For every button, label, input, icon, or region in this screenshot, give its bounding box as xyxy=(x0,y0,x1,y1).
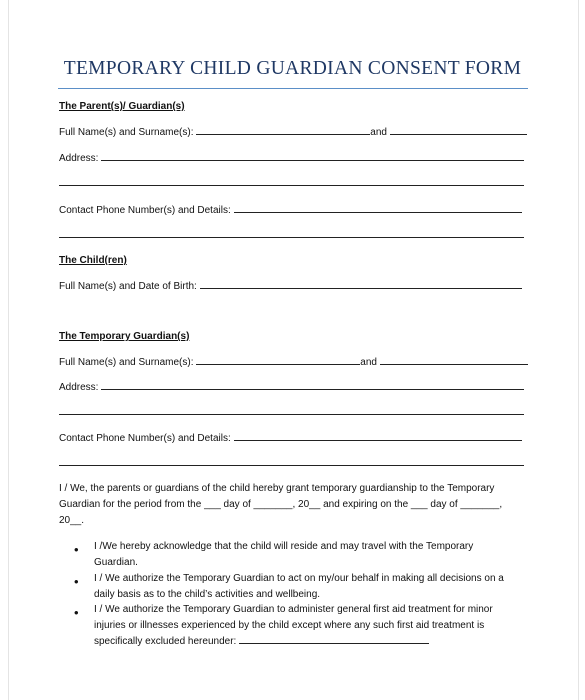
child-full-name-row xyxy=(59,279,522,293)
bullet-2-line-1: I / We authorize the Temporary Guardian to act on my/our behalf in making all decisions on a xyxy=(94,573,504,584)
parents-contact-field-1[interactable] xyxy=(234,203,522,213)
parents-name-field-1[interactable] xyxy=(196,125,370,135)
parents-contact-field-2[interactable] xyxy=(59,237,524,238)
declaration-line-2: Guardian for the period from the ___ day of _______, 20__ and expiring on the ___ day of _______, xyxy=(59,499,503,510)
parents-address-label: Address: xyxy=(59,153,102,164)
bullet-3-line-2: injuries or illnesses experienced by the child except where any such first aid treatment is xyxy=(94,620,485,631)
parents-contact-row xyxy=(59,203,522,217)
child-full-name-label: Full Name(s) and Date of Birth: xyxy=(59,281,200,292)
temp-guardian-address-field-2[interactable] xyxy=(59,414,524,415)
parents-heading: The Parent(s)/ Guardian(s) xyxy=(59,101,185,112)
parents-address-field-1[interactable] xyxy=(101,151,524,161)
temp-guardian-full-name-label: Full Name(s) and Surname(s): xyxy=(59,357,197,368)
bullet-3-line-1: I / We authorize the Temporary Guardian to administer general first aid treatment for minor xyxy=(94,604,493,615)
parents-and-label: and xyxy=(370,127,387,138)
form-title: TEMPORARY CHILD GUARDIAN CONSENT FORM xyxy=(63,58,522,79)
temp-guardian-contact-field-2[interactable] xyxy=(59,465,524,466)
child-name-field[interactable] xyxy=(200,279,522,289)
bullet-2-line-2: daily basis as to the child’s activities and wellbeing. xyxy=(94,589,321,600)
temp-guardian-name-field-1[interactable] xyxy=(196,355,360,365)
temp-guardian-contact-row xyxy=(59,431,522,445)
parents-name-field-2[interactable] xyxy=(390,125,527,135)
temp-guardian-heading: The Temporary Guardian(s) xyxy=(59,331,190,342)
exclusions-field[interactable] xyxy=(239,634,429,644)
declaration-line-1: I / We, the parents or guardians of the child hereby grant temporary guardianship to the Temporary xyxy=(59,483,495,494)
temp-guardian-address-row xyxy=(59,380,524,394)
temp-guardian-contact-label: Contact Phone Number(s) and Details: xyxy=(59,433,234,444)
temp-guardian-contact-field-1[interactable] xyxy=(234,431,522,441)
declaration-line-3: 20__. xyxy=(59,515,85,526)
exclusions-label: specifically excluded hereunder: xyxy=(94,636,240,647)
parents-full-name-row xyxy=(59,125,527,139)
temp-guardian-address-field-1[interactable] xyxy=(101,380,524,390)
bullet-icon: • xyxy=(74,605,79,620)
bullet-3-line-3 xyxy=(94,634,429,650)
bullet-icon: • xyxy=(74,574,79,589)
temp-guardian-full-name-row xyxy=(59,355,528,369)
temp-guardian-address-label: Address: xyxy=(59,382,102,393)
parents-address-row xyxy=(59,151,524,165)
bullet-icon: • xyxy=(74,542,79,557)
temp-guardian-name-field-2[interactable] xyxy=(380,355,528,365)
parents-address-field-2[interactable] xyxy=(59,185,524,186)
parents-full-name-label: Full Name(s) and Surname(s): xyxy=(59,127,197,138)
bullet-1-line-1: I /We hereby acknowledge that the child will reside and may travel with the Temporary xyxy=(94,541,474,552)
parents-contact-label: Contact Phone Number(s) and Details: xyxy=(59,205,234,216)
temp-guardian-and-label: and xyxy=(360,357,377,368)
child-heading: The Child(ren) xyxy=(59,255,127,266)
bullet-1-line-2: Guardian. xyxy=(94,557,138,568)
title-divider xyxy=(58,88,528,89)
